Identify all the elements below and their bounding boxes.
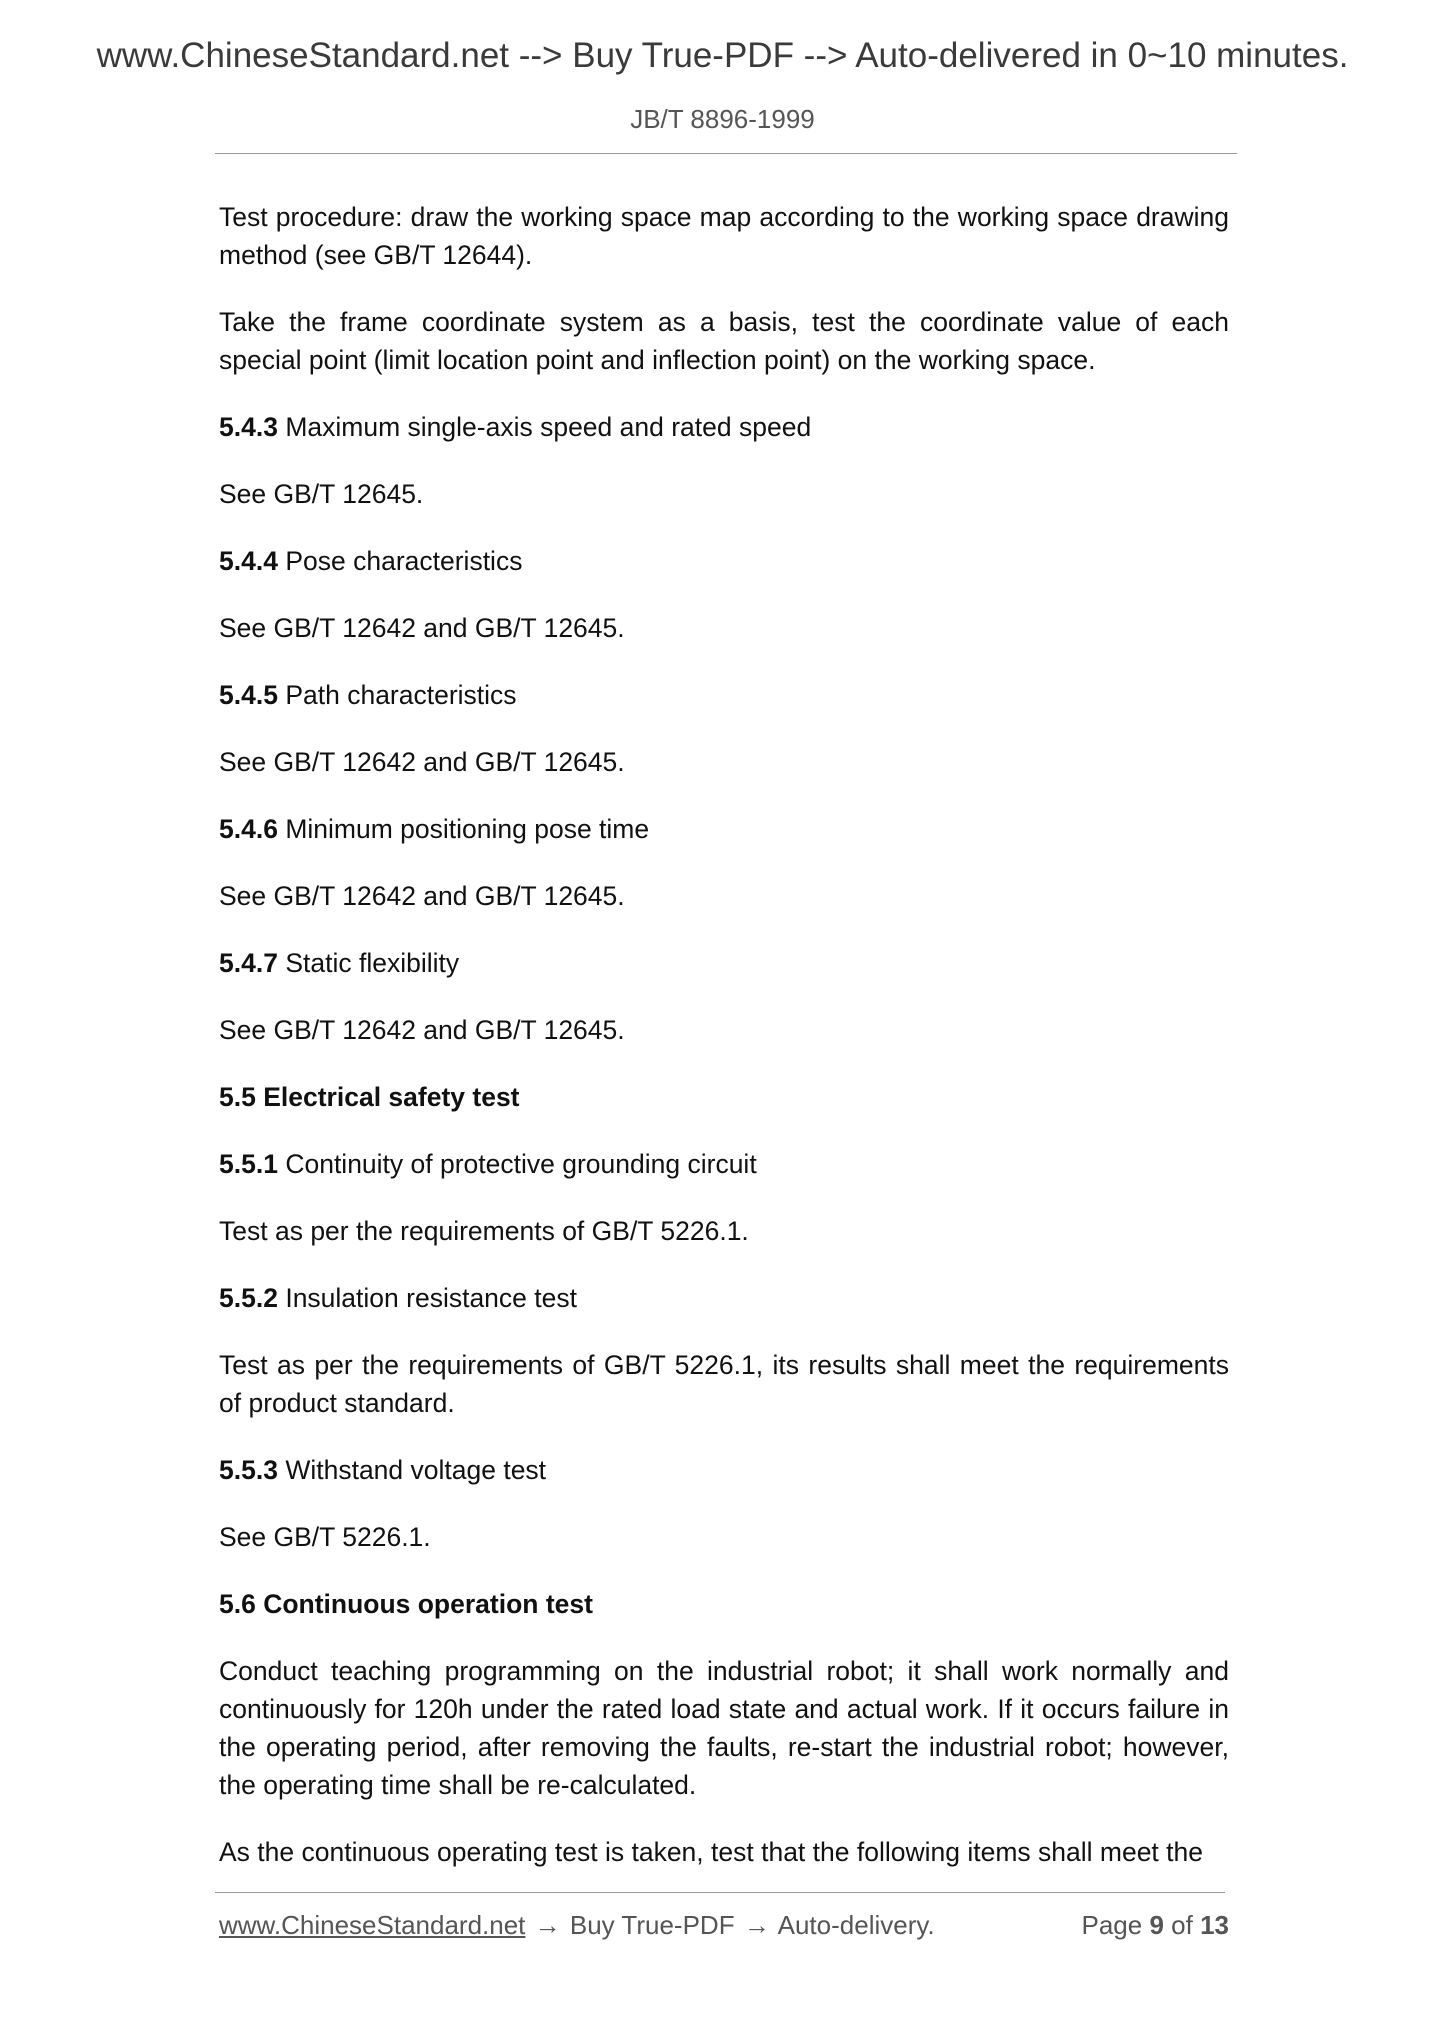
section-heading-5-5-3 [219, 1451, 1229, 1489]
total-pages: 13 [1200, 1910, 1229, 1940]
section-heading-5-5-1 [219, 1145, 1229, 1183]
section-heading-5-5-2 [219, 1279, 1229, 1317]
section-number: 5.4.5 [219, 680, 278, 710]
paragraph-frame-coordinate: Take the frame coordinate system as a basis, test the coordinate value of each special point (limit location point and inflection point) on the working space. [219, 307, 1229, 375]
paragraph-5-4-4: See GB/T 12642 and GB/T 12645. [219, 613, 625, 643]
footer-site-link[interactable]: www.ChineseStandard.net [219, 1910, 526, 1940]
section-number: 5.5.3 [219, 1455, 278, 1485]
paragraph-5-4-5: See GB/T 12642 and GB/T 12645. [219, 747, 625, 777]
section-number: 5.4.3 [219, 412, 278, 442]
section-title: Static flexibility [285, 948, 460, 978]
page-label: Page [1081, 1910, 1143, 1940]
paragraph-5-5-3: See GB/T 5226.1. [219, 1522, 431, 1552]
footer-delivery-text: Auto-delivery. [777, 1910, 935, 1940]
page-indicator [1081, 1910, 1229, 1941]
footer-divider [215, 1892, 1225, 1893]
section-heading-5-4-5 [219, 676, 1229, 714]
section-title: Continuity of protective grounding circuit [285, 1149, 757, 1179]
paragraph-5-4-7: See GB/T 12642 and GB/T 12645. [219, 1015, 625, 1045]
footer-links [219, 1910, 935, 1941]
section-number: 5.5.1 [219, 1149, 278, 1179]
paragraph-continuous-test: As the continuous operating test is taken, test that the following items shall meet the [219, 1837, 1203, 1867]
header-divider [215, 153, 1237, 154]
current-page: 9 [1149, 1910, 1164, 1940]
section-title: Insulation resistance test [285, 1283, 577, 1313]
section-number: 5.4.6 [219, 814, 278, 844]
section-heading-5-5: 5.5 Electrical safety test [219, 1082, 520, 1112]
section-number: 5.5.2 [219, 1283, 278, 1313]
paragraph-5-4-3: See GB/T 12645. [219, 479, 424, 509]
page-footer [219, 1910, 1229, 1950]
paragraph-5-6: Conduct teaching programming on the industrial robot; it shall work normally and continuously for 120h under the rated load state and actual work. If it occurs failure in the operating period, after removing the faults, re-start the industrial robot; however, the operating time shall be re-calculated. [219, 1656, 1229, 1800]
paragraph-test-procedure: Test procedure: draw the working space map according to the working space drawing method (see GB/T 12644). [219, 202, 1229, 270]
paragraph-5-5-2: Test as per the requirements of GB/T 5226.1, its results shall meet the requirements of product standard. [219, 1350, 1229, 1418]
section-heading-5-4-4 [219, 542, 1229, 580]
section-heading-5-6: 5.6 Continuous operation test [219, 1589, 593, 1619]
section-title: Path characteristics [285, 680, 517, 710]
section-title: Pose characteristics [285, 546, 523, 576]
section-heading-5-4-3 [219, 408, 1229, 446]
document-code: JB/T 8896-1999 [630, 104, 815, 134]
section-heading-5-4-7 [219, 944, 1229, 982]
paragraph-5-4-6: See GB/T 12642 and GB/T 12645. [219, 881, 625, 911]
page-of-label: of [1171, 1910, 1193, 1940]
top-banner: www.ChineseStandard.net --> Buy True-PDF --> Auto-delivered in 0~10 minutes. [96, 36, 1349, 75]
section-title: Withstand voltage test [285, 1455, 547, 1485]
arrow-right-icon: → [534, 1910, 561, 1940]
section-number: 5.4.4 [219, 546, 278, 576]
section-title: Maximum single-axis speed and rated speed [285, 412, 812, 442]
document-body [219, 198, 1229, 1871]
paragraph-5-5-1: Test as per the requirements of GB/T 5226.1. [219, 1216, 749, 1246]
arrow-right-icon: → [743, 1910, 770, 1940]
section-heading-5-4-6 [219, 810, 1229, 848]
section-number: 5.4.7 [219, 948, 278, 978]
footer-buy-text: Buy True-PDF [569, 1910, 735, 1940]
section-title: Minimum positioning pose time [285, 814, 650, 844]
